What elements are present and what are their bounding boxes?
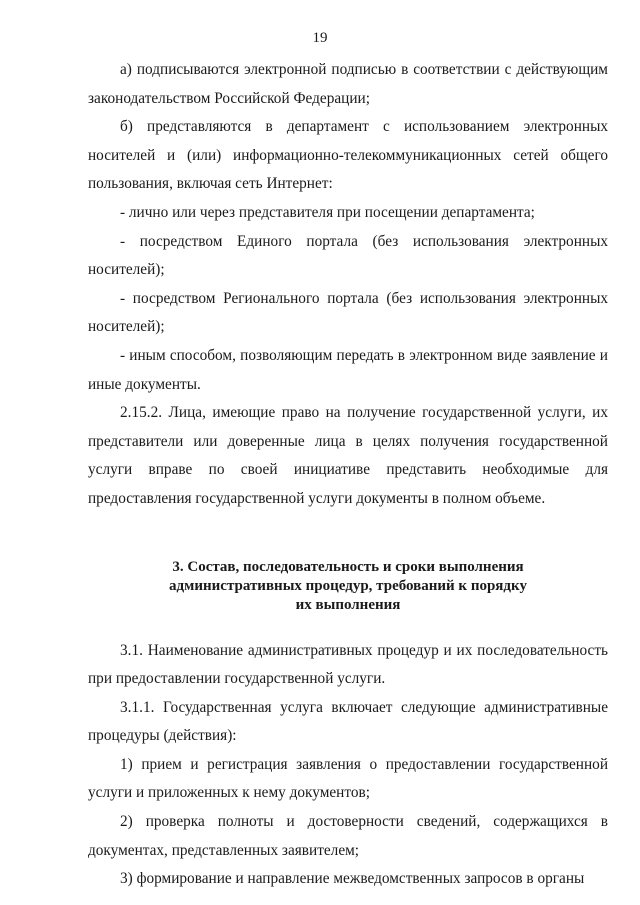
paragraph-2-15-2: 2.15.2. Лица, имеющие право на получение государственной услуги, их представители или доверенные лица в целях получения государственной услуги вправе по своей инициативе представить необходимые для предоставления государственной услуги документы в полном объеме. xyxy=(88,404,608,507)
section-heading-line-3: их выполнения xyxy=(295,596,401,613)
document-body xyxy=(88,56,608,894)
list-item-other-method: - иным способом, позволяющим передать в электронном виде заявление и иные документы. xyxy=(88,346,608,393)
paragraph-a-signature: а) подписываются электронной подписью в соответствии с действующим законодательством Российской Федерации; xyxy=(88,61,608,107)
section-heading xyxy=(88,558,608,615)
procedure-item-2: 2) проверка полноты и достоверности сведений, содержащихся в документах, представленных заявителем; xyxy=(88,813,608,859)
page-number: 19 xyxy=(312,30,328,46)
list-item-unified-portal: - посредством Единого портала (без использования электронных носителей); xyxy=(88,232,608,279)
list-item-regional-portal: - посредством Регионального портала (без использования электронных носителей); xyxy=(88,289,608,336)
paragraph-3-1-1: 3.1.1. Государственная услуга включает следующие административные процедуры (действия): xyxy=(88,698,608,745)
procedure-item-1: 1) прием и регистрация заявления о предоставлении государственной услуги и приложенных к нему документов; xyxy=(88,755,608,802)
paragraph-b-submission: б) представляются в департамент с использованием электронных носителей и (или) информационно-телекоммуникационных сетей общего пользования, включая сеть Интернет: xyxy=(88,118,608,193)
section-heading-line-2: административных процедур, требований к порядку xyxy=(169,577,527,594)
section-heading-line-1: 3. Состав, последовательность и сроки выполнения xyxy=(172,558,524,575)
procedure-item-3: 3) формирование и направление межведомственных запросов в органы xyxy=(120,870,585,888)
paragraph-3-1: 3.1. Наименование административных процедур и их последовательность при предоставлении государственной услуги. xyxy=(88,641,608,688)
list-item-in-person: - лично или через представителя при посещении департамента; xyxy=(120,203,535,221)
